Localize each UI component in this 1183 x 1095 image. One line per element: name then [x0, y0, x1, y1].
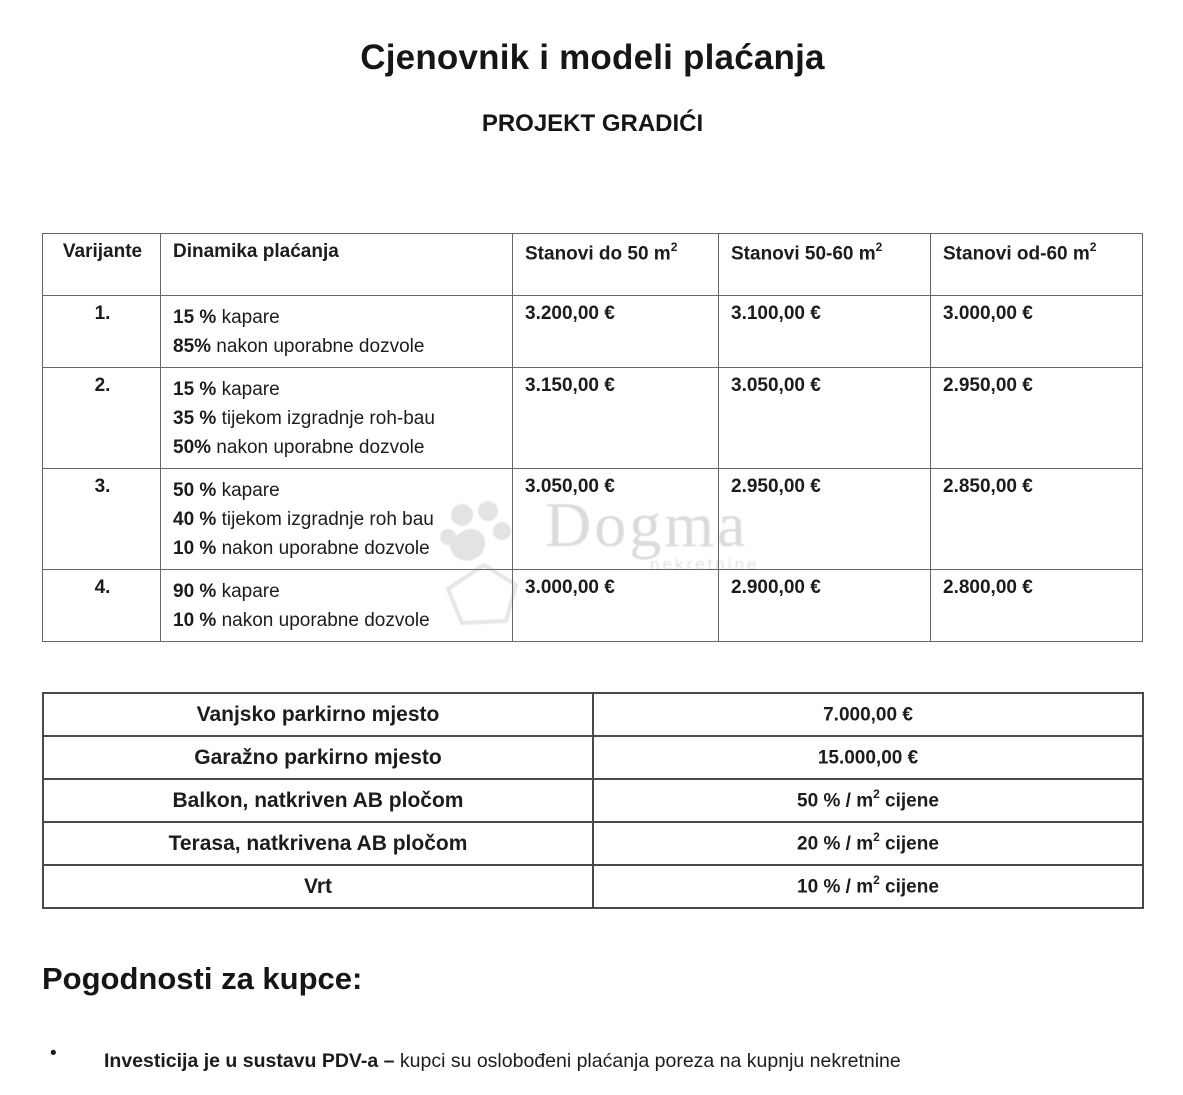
price-cell: 2.800,00 €	[931, 570, 1143, 642]
payment-dynamics-cell: 90 % kapare 10 % nakon uporabne dozvole	[161, 570, 513, 642]
price-cell: 3.200,00 €	[513, 296, 719, 368]
col-header-stanovi-50-60: Stanovi 50-60 $m^2$	[719, 234, 931, 296]
bullet-marker: •	[50, 1043, 57, 1064]
extra-label: Vrt	[43, 865, 593, 908]
pricing-table	[42, 233, 1143, 642]
table-row	[43, 865, 1143, 908]
price-cell: 3.000,00 €	[513, 570, 719, 642]
price-cell: 3.050,00 €	[719, 368, 931, 469]
col-header-stanovi-od-60: Stanovi od-60 $m^2$	[931, 234, 1143, 296]
price-cell: 2.850,00 €	[931, 469, 1143, 570]
extra-label: Terasa, natkrivena AB pločom	[43, 822, 593, 865]
variant-number: 3.	[43, 469, 161, 570]
pricing-table-header-row	[43, 234, 1143, 296]
document-page	[0, 38, 1183, 1095]
extra-value: 15.000,00 €	[593, 736, 1143, 779]
watermark-subtext: nekretnine	[650, 555, 760, 574]
table-row	[43, 693, 1143, 736]
watermark-text: Dogma	[545, 489, 749, 560]
price-cell: 3.050,00 €	[513, 469, 719, 570]
extra-value: 50 % / $m^2$ cijene	[593, 779, 1143, 822]
page-subtitle: PROJEKT GRADIĆI	[481, 110, 704, 137]
price-cell: 3.150,00 €	[513, 368, 719, 469]
price-cell: 3.000,00 €	[931, 296, 1143, 368]
price-cell: 2.950,00 €	[719, 469, 931, 570]
extras-table	[42, 692, 1144, 909]
extra-value: 10 % / $m^2$ cijene	[593, 865, 1143, 908]
benefits-heading: Pogodnosti za kupce:	[42, 961, 363, 996]
table-row	[43, 822, 1143, 865]
extra-label: Balkon, natkriven AB pločom	[43, 779, 593, 822]
payment-dynamics-cell: 50 % kapare 40 % tijekom izgradnje roh bau 10 % nakon uporabne dozvole	[161, 469, 513, 570]
price-cell: 2.950,00 €	[931, 368, 1143, 469]
extra-label: Garažno parkirno mjesto	[43, 736, 593, 779]
price-cell: 2.900,00 €	[719, 570, 931, 642]
extra-label: Vanjsko parkirno mjesto	[43, 693, 593, 736]
extra-value: 7.000,00 €	[593, 693, 1143, 736]
list-item	[42, 1039, 1143, 1083]
col-header-stanovi-do-50: Stanovi do 50 $m^2$	[513, 234, 719, 296]
table-row	[43, 570, 1143, 642]
variant-number: 4.	[43, 570, 161, 642]
table-row	[43, 368, 1143, 469]
payment-dynamics-cell: 15 % kapare 35 % tijekom izgradnje roh-bau 50% nakon uporabne dozvole	[161, 368, 513, 469]
payment-dynamics-cell: 15 % kapare 85% nakon uporabne dozvole	[161, 296, 513, 368]
table-row	[43, 736, 1143, 779]
table-row	[43, 296, 1143, 368]
col-header-dinamika: Dinamika plaćanja	[161, 234, 513, 296]
price-cell: 3.100,00 €	[719, 296, 931, 368]
extra-value: 20 % / $m^2$ cijene	[593, 822, 1143, 865]
variant-number: 1.	[43, 296, 161, 368]
col-header-varijante: Varijante	[43, 234, 161, 296]
table-row	[43, 779, 1143, 822]
variant-number: 2.	[43, 368, 161, 469]
table-row	[43, 469, 1143, 570]
benefit-text: Investicija je u sustavu PDV-a – kupci su oslobođeni plaćanja poreza na kupnju nekretnine	[104, 1050, 901, 1072]
page-title: Cjenovnik i modeli plaćanja	[360, 38, 825, 77]
